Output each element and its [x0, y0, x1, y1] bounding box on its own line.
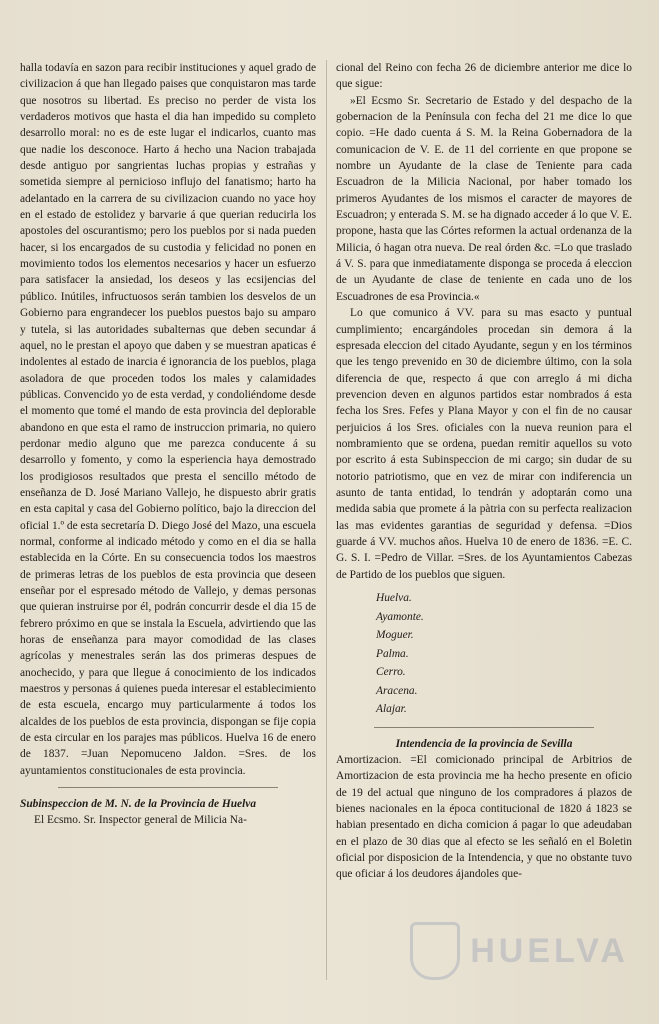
column-divider	[326, 60, 327, 980]
milicia-paragraph-continued: cional del Reino con fecha 26 de diciembre anterior me dice lo que sigue:	[336, 62, 632, 91]
list-item: Huelva.	[376, 592, 412, 604]
quoted-order-paragraph: »El Ecsmo Sr. Secretario de Estado y del despacho de la gobernacion de la Península con fecha del 21 me dice lo que copio. =He dado cuenta á S. M. la Reina Gobernadora de la comunicacion de V. E. de 11 del corriente en que propone se nombre un Ayudante de la clase de Teniente para cada Escuadron de la Milicia Nacional, por haber tomado los primeros Ayudantes de los mismos el caracter de mayores de Escuadron; y enterada S. M. se ha dignado acceder á lo que V. E. propone, hasta que las Córtes reformen la actual ordenanza de la Milicia, ó hagan otra nueva. De real órden &c. =Lo que traslado á V. S. para que inmediatamente disponga se proceda á eleccion de un Ayudante de clase de teniente en cada uno de los Escuadrones de esa Provincia.«	[336, 94, 632, 303]
section-heading-intendencia: Intendencia de la provincia de Sevilla	[395, 737, 573, 750]
list-item: Moguer.	[376, 629, 414, 641]
watermark-text: HUELVA	[470, 931, 629, 970]
communication-paragraph: Lo que comunico á VV. para su mas esacto y puntual cumplimiento; encargándoles procedan sin demora á la espresada eleccion del citado Ayudante, segun y en los términos que les tengo prevenido en 30 de diciembre último, con la sola diferencia de que, respecto á que con arreglo á mi dicha prevencion deven en algunos partidos estar nombrados á esta fecha los Sres. Fefes y Plana Mayor y con el fin de no causar perjuicios á los Sres. oficiales con la nueva reunion para el nombramiento que se ordena, puedan remitir aquellos su voto por escrito á esta Subinspeccion de mi cargo; sin dudar de su notorio patriotismo, que en vez de mirar con indiferencia un asunto de tanta entidad, lo tendrán y adoptarán como una medida sabia que promete á la pàtria con su perfecta realizacion las mas evidentes garantias de seguridad y defensa. =Dios guarde á VV. muchos años. Huelva 10 de enero de 1836. =E. C. G. S. I. =Pedro de Villar. =Sres. de los Ayuntamientos Cabezas de Partido de los pueblos que siguen.	[336, 307, 632, 581]
section-rule	[374, 727, 594, 728]
archive-watermark	[410, 922, 629, 980]
coat-of-arms-icon	[410, 922, 460, 980]
list-item: Palma.	[376, 647, 409, 660]
list-item: Ayamonte.	[376, 610, 424, 623]
left-column	[20, 60, 316, 829]
list-item: Aracena.	[376, 684, 418, 697]
list-item: Cerro.	[376, 666, 406, 678]
section-heading-subinspeccion: Subinspeccion de M. N. de la Provincia de Huelva	[20, 798, 257, 811]
list-item: Alajar.	[376, 703, 407, 715]
right-column	[336, 60, 632, 883]
inspector-paragraph-start: El Ecsmo. Sr. Inspector general de Milicia Na-	[34, 814, 247, 827]
circular-education-paragraph: halla todavía en sazon para recibir instituciones y aquel grado de civilizacion á que han llegado paises que conquistaron mas tarde que nosotros su libertad. Es preciso no perder de vista los verdaderos motivos que hasta el dia han impedido su completo desarrollo moral: no es de este lugar el indicarlos, cuanto mas que nadie los desconoce. Harto á hecho una Nacion trabajada desde antiguo por sangrientas luchas propias y estrañas y sometida siempre al pernicioso influjo del fanatismo; harto ha adelantado en la carrera de su civilizacion cuando no yace hoy en el estado de estolidez y barvarie á que querian reducirla los apostoles del oscurantismo; pero los pueblos por si nada pueden hacer, si los encargados de su custodia y felicidad no ponen en movimiento todos los elementos necesarios y hacer un esfuerzo para satisfacer la ansiedad, los deseos y las ecsijencias del público. Inútiles, infructuosos serán tambien los desvelos de un Gobierno para engrandecer los pueblos puestos bajo su amparo y tutela, si las autoridades subalternas que deben secundar á aquel, no le prestan el apoyo que daben y se muestran apaticas é indolentes al estado de inarcia é ignorancia de los pueblos, plaga asoladora de que proceden todos los males y calamidades públicas. Convencido yo de esta verdad, y condoliéndome desde el momento que tomé el mando de esta provincia del deplorable abandono en que esta el ramo de instruccion primaria, no quiero perdonar medio alguno que me parezca conducente á su desarrollo y fomento, y como la esperiencia haya demostrado los prodigiosos resultados que presta el sencillo método de enseñanza de D. José Mariano Vallejo, he dispuesto abrir gratis en esta capital y casa del Gobierno político, bajo la direccion del oficial 1.º de esta secretaría D. Diego José del Mazo, una escuela normal, conforme al indicado método y como en el dia se halla establecida en la Córte. En su consecuencia todos los maestros de primeras letras de los pueblos de esta provincia que deseen enseñar por el espresado método de Vallejo, y demas personas que quieran instruirse por él, podrán concurrir desde el dia 15 de febrero próximo en que se instala la Escuela, advirtiendo que las horas de enseñanza para mayor comodidad de las clases agrícolas y menestrales serán las dos primeras despues de anochecido, y para que llegue á conocimiento de los indicados maestros y personas á quienes pueda interesar el establecimiento de esta escuela, encargo muy particularmente á todos los alcaldes de los pueblos de esta provincia, dispongan se fije copia de esta circular en los parajes mas públicos. Huelva 16 de enero de 1837. =Juan Nepomuceno Jaldon. =Sres. de los ayuntamientos constitucionales de esta provincia.	[20, 62, 316, 777]
towns-list	[376, 589, 632, 719]
section-rule	[58, 787, 278, 788]
amortizacion-paragraph: Amortizacion. =El comicionado principal de Arbitrios de Amortizacion de esta provincia me ha hecho presente en oficio de 19 del actual que ninguno de los compradores á plazos de bienes nacionales en la época contitucional de 1820 á 1823 se habian presentado en dicha comicion á pagar lo que adeudaban en el plazo de 30 dias que al efecto se les señaló en el Boletin oficial por disposicion de la Intendencia, y que no obstante tuvo que oficiar á los deudores ájandoles que-	[336, 753, 632, 881]
